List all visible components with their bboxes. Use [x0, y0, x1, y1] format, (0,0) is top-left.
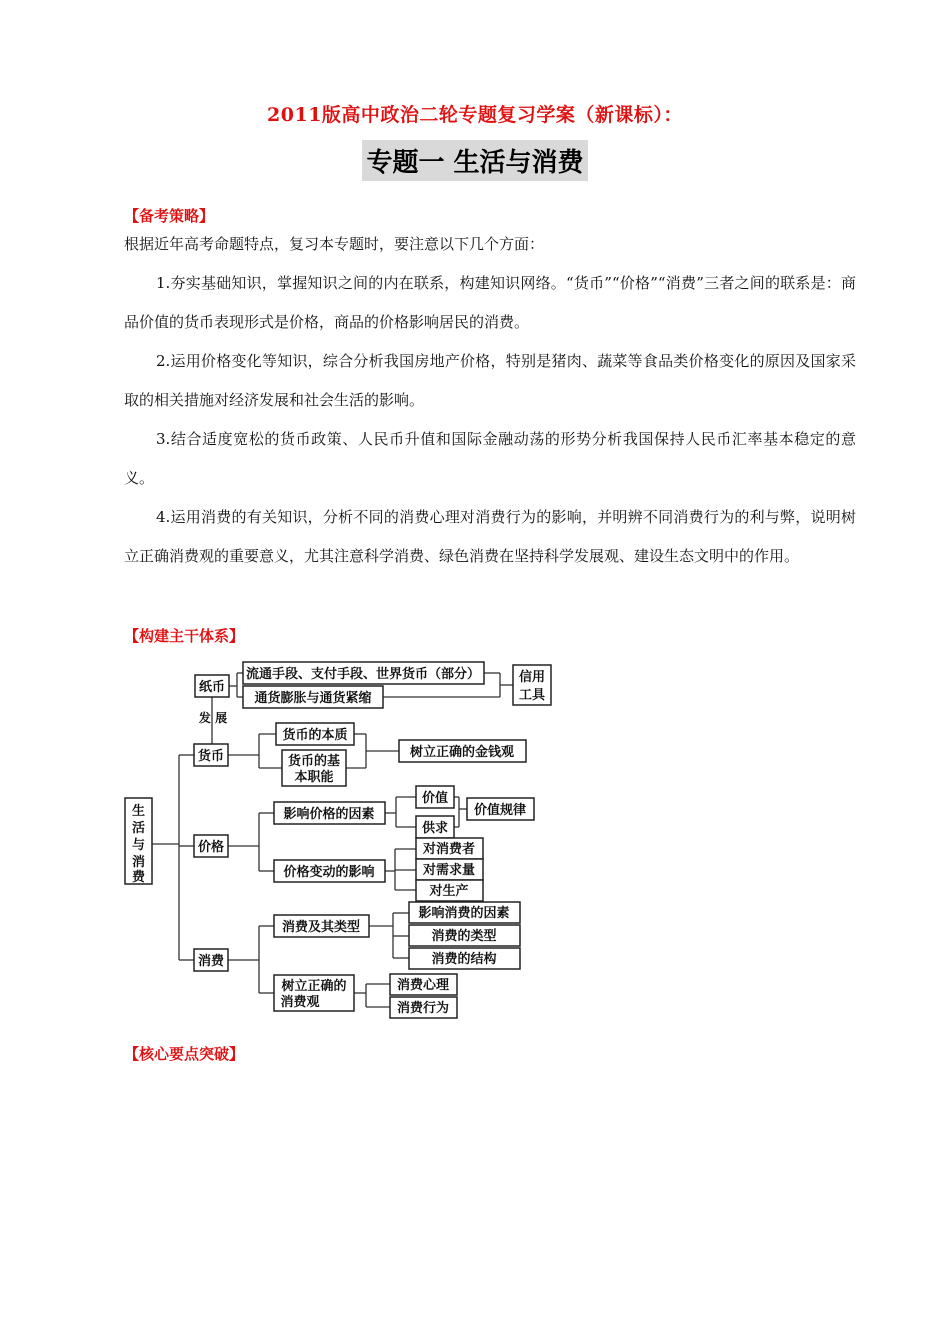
node-currency [194, 744, 228, 766]
document-title: 2011版高中政治二轮专题复习学案（新课标）： [267, 104, 683, 126]
node-label: 通货膨胀与通货紧缩 [254, 691, 372, 706]
node-label: 本职能 [294, 770, 334, 785]
node-essence [276, 723, 354, 745]
node-consumption [194, 949, 228, 971]
node-label: 纸币 [198, 680, 226, 695]
root-char-3: 与 [131, 838, 146, 853]
paragraph-intro: 根据近年高考命题特点，复习本专题时，要注意以下几个方面： [124, 235, 545, 253]
node-psychology [390, 974, 457, 995]
node-on-consumers [416, 838, 483, 859]
node-structure [409, 948, 520, 969]
node-label: 信用 [518, 670, 546, 685]
node-root [125, 798, 152, 885]
paragraph-3: 3.结合适度宽松的货币政策、人民币升值和国际金融动荡的形势分析我国保持人民币汇率基本稳定的意义。 [124, 430, 856, 487]
node-paper-money [195, 675, 229, 697]
node-price [194, 835, 228, 857]
node-price-change [274, 860, 385, 882]
node-types [409, 925, 520, 946]
root-char-5: 费 [131, 870, 146, 885]
node-label: 货币的基 [287, 754, 341, 769]
root-char-1: 生 [131, 804, 146, 819]
section-framework: 【构建主干体系】 [124, 627, 245, 645]
paragraph-1: 1.夯实基础知识，掌握知识之间的内在联系，构建知识网络。“货币”“价格”“消费”三者之间的联系是：商品价值的货币表现形式是价格，商品的价格影响居民的消费。 [124, 274, 856, 331]
node-correct-view [274, 975, 354, 1011]
node-functions [282, 750, 346, 786]
node-price-factors [274, 802, 385, 824]
node-label: 流通手段、支付手段、世界货币（部分） [245, 667, 481, 682]
node-label: 消费观 [280, 995, 320, 1010]
node-consumption-types [274, 915, 369, 937]
node-label: 消费 [197, 954, 225, 969]
root-char-2: 活 [131, 821, 146, 836]
node-label: 树立正确的金钱观 [409, 745, 515, 760]
node-label: 消费的结构 [431, 952, 497, 967]
node-supply [416, 816, 454, 838]
node-label: 价格 [197, 840, 225, 855]
node-label: 消费行为 [396, 1001, 450, 1016]
node-on-production [416, 880, 483, 901]
node-value [416, 786, 454, 808]
paragraph-4: 4.运用消费的有关知识，分析不同的消费心理对消费行为的影响，并明辨不同消费行为的利与弊，说明树立正确消费观的重要意义，尤其注意科学消费、绿色消费在坚持科学发展观、建设生态文明中的作用。 [124, 508, 856, 565]
node-consumption-factors [409, 902, 520, 923]
node-behavior [390, 997, 457, 1018]
document-subtitle: 专题一 生活与消费 [362, 140, 587, 181]
node-inflation [243, 686, 383, 708]
root-char-4: 消 [131, 855, 146, 870]
node-label: 对需求量 [422, 863, 476, 878]
node-label: 影响消费的因素 [418, 906, 510, 921]
section-strategy: 【备考策略】 [124, 207, 215, 225]
node-label: 对消费者 [422, 842, 476, 857]
paragraph-2: 2.运用价格变化等知识，综合分析我国房地产价格，特别是猪肉、蔬菜等食品类价格变化的原因及国家采取的相关措施对经济发展和社会生活的影响。 [124, 352, 856, 409]
node-label: 对生产 [429, 884, 469, 899]
node-credit [513, 665, 551, 705]
node-on-demand [416, 859, 483, 880]
node-money-view [399, 740, 526, 762]
node-label: 货币 [197, 749, 225, 764]
label-develop: 发 展 [198, 711, 228, 725]
section-core: 【核心要点突破】 [124, 1045, 245, 1063]
node-label: 货币的本质 [282, 728, 348, 743]
node-value-law [467, 798, 534, 820]
node-label: 消费的类型 [431, 929, 497, 944]
node-label: 价值规律 [473, 803, 527, 818]
node-label: 消费心理 [396, 978, 450, 993]
node-circulation [243, 662, 484, 684]
node-label: 价格变动的影响 [283, 865, 375, 880]
node-label: 工具 [518, 688, 546, 703]
node-label: 消费及其类型 [281, 920, 361, 935]
node-label: 价值 [421, 791, 449, 806]
node-label: 供求 [421, 821, 449, 836]
node-label: 影响价格的因素 [283, 807, 375, 822]
node-label: 树立正确的 [281, 979, 347, 994]
